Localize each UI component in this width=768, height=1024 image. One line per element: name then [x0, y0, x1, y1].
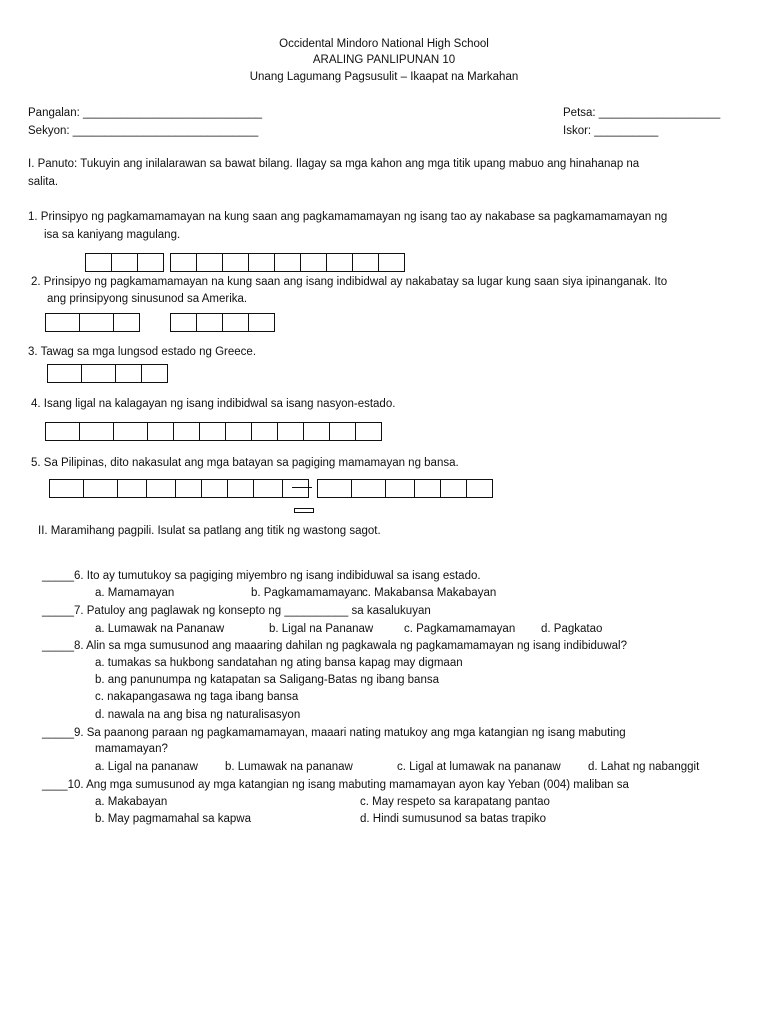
question-9-cont: mamamayan?	[95, 743, 168, 755]
letter-box[interactable]	[117, 479, 147, 498]
letter-box[interactable]	[175, 479, 202, 498]
letter-box[interactable]	[282, 479, 309, 498]
letter-box[interactable]	[45, 422, 80, 441]
date-field[interactable]: Petsa: ___________________	[563, 107, 721, 119]
letter-box[interactable]	[196, 253, 223, 272]
letter-box[interactable]	[248, 313, 275, 332]
letter-box[interactable]	[47, 364, 82, 383]
item-3-box-group[interactable]	[47, 364, 167, 383]
letter-box[interactable]	[147, 422, 174, 441]
item-2-box-group-2[interactable]	[170, 313, 274, 332]
letter-box[interactable]	[251, 422, 278, 441]
q8-option-c: c. nakapangasawa ng taga ibang bansa	[95, 691, 299, 703]
item-5-box-group-1[interactable]	[49, 479, 308, 498]
question-7: _____7. Patuloy ang paglawak ng konsepto ng __________ sa kasalukuyan	[42, 605, 431, 617]
letter-box[interactable]	[170, 313, 197, 332]
school-name: Occidental Mindoro National High School	[279, 38, 489, 50]
letter-box[interactable]	[146, 479, 176, 498]
q10-option-a: a. Makabayan	[95, 796, 168, 808]
letter-box[interactable]	[352, 253, 379, 272]
item-2-text-cont: ang prinsipyong sinusunod sa Amerika.	[47, 293, 248, 305]
letter-box[interactable]	[248, 253, 275, 272]
q7-option-a: a. Lumawak na Pananaw	[95, 623, 225, 635]
letter-box[interactable]	[222, 253, 249, 272]
letter-box[interactable]	[49, 479, 84, 498]
q6-option-a: a. Mamamayan	[95, 587, 175, 599]
question-9: _____9. Sa paanong paraan ng pagkamamamayan, maaari nating matukoy ang mga katangian ng isang mabuting	[42, 727, 626, 739]
letter-box[interactable]	[113, 313, 140, 332]
letter-box[interactable]	[79, 422, 114, 441]
letter-box[interactable]	[201, 479, 228, 498]
q9-option-b: b. Lumawak na pananaw	[225, 761, 353, 773]
letter-box[interactable]	[351, 479, 386, 498]
name-field[interactable]: Pangalan: ____________________________	[28, 107, 263, 119]
q10-option-d: d. Hindi sumusunod sa batas trapiko	[360, 813, 547, 825]
letter-box[interactable]	[317, 479, 352, 498]
letter-box[interactable]	[173, 422, 200, 441]
item-1-box-group-1[interactable]	[85, 253, 163, 272]
part2-instructions: II. Maramihang pagpili. Isulat sa patlang ang titik ng wastong sagot.	[38, 525, 381, 537]
q8-option-d: d. nawala na ang bisa ng naturalisasyon	[95, 709, 301, 721]
letter-box[interactable]	[329, 422, 356, 441]
letter-box[interactable]	[199, 422, 226, 441]
letter-box[interactable]	[113, 422, 148, 441]
part1-instructions-cont: salita.	[28, 176, 59, 188]
q8-option-b: b. ang panunumpa ng katapatan sa Saligang-Batas ng ibang bansa	[95, 674, 439, 686]
letter-box[interactable]	[300, 253, 327, 272]
item-2-text: 2. Prinsipyo ng pagkamamamayan na kung saan ang isang indibidwal ay nakabatay sa lugar kung saan siya ipinanganak. Ito	[31, 276, 668, 288]
q9-option-a: a. Ligal na pananaw	[95, 761, 198, 773]
letter-box[interactable]	[277, 422, 304, 441]
letter-box[interactable]	[79, 313, 114, 332]
hyphen-separator	[292, 487, 312, 488]
question-6: _____6. Ito ay tumutukoy sa pagiging miyembro ng isang indibiduwal sa isang estado.	[42, 570, 481, 582]
letter-box[interactable]	[227, 479, 254, 498]
item-3-text: 3. Tawag sa mga lungsod estado ng Greece.	[28, 346, 257, 358]
letter-box[interactable]	[170, 253, 197, 272]
letter-box[interactable]	[274, 253, 301, 272]
subject-title: ARALING PANLIPUNAN 10	[312, 54, 456, 66]
q10-option-c: c. May respeto sa karapatang pantao	[360, 796, 550, 808]
question-10: ____10. Ang mga sumusunod ay mga katangian ng isang mabuting mamamayan ayon kay Yeban (004) maliban sa	[42, 779, 629, 791]
letter-box[interactable]	[141, 364, 168, 383]
letter-box[interactable]	[225, 422, 252, 441]
small-hyphen-box[interactable]	[294, 508, 314, 513]
item-2-box-group-1[interactable]	[45, 313, 139, 332]
letter-box[interactable]	[466, 479, 493, 498]
item-4-box-group[interactable]	[45, 422, 381, 441]
item-5-text: 5. Sa Pilipinas, dito nakasulat ang mga batayan sa pagiging mamamayan ng bansa.	[31, 457, 459, 469]
letter-box[interactable]	[440, 479, 467, 498]
letter-box[interactable]	[196, 313, 223, 332]
item-5-box-group-2[interactable]	[317, 479, 492, 498]
letter-box[interactable]	[303, 422, 330, 441]
item-1-text: 1. Prinsipyo ng pagkamamamayan na kung saan ang pagkamamamayan ng isang tao ay nakabase sa pagkamamamayan ng	[28, 211, 668, 223]
q9-option-d: d. Lahat ng nabanggit	[588, 761, 700, 773]
letter-box[interactable]	[326, 253, 353, 272]
score-field[interactable]: Iskor: __________	[563, 125, 659, 137]
item-1-text-cont: isa sa kaniyang magulang.	[44, 229, 181, 241]
q10-option-b: b. May pagmamahal sa kapwa	[95, 813, 251, 825]
q6-option-c: c. Makabansa Makabayan	[362, 587, 497, 599]
item-4-text: 4. Isang ligal na kalagayan ng isang indibidwal sa isang nasyon-estado.	[31, 398, 396, 410]
letter-box[interactable]	[111, 253, 138, 272]
q7-option-d: d. Pagkatao	[541, 623, 603, 635]
letter-box[interactable]	[355, 422, 382, 441]
letter-box[interactable]	[385, 479, 415, 498]
q9-option-c: c. Ligal at lumawak na pananaw	[397, 761, 561, 773]
item-1-box-group-2[interactable]	[170, 253, 404, 272]
letter-box[interactable]	[81, 364, 116, 383]
part1-instructions: I. Panuto: Tukuyin ang inilalarawan sa bawat bilang. Ilagay sa mga kahon ang mga titik upang mabuo ang hinahanap na	[28, 158, 640, 170]
letter-box[interactable]	[45, 313, 80, 332]
letter-box[interactable]	[378, 253, 405, 272]
letter-box[interactable]	[222, 313, 249, 332]
q8-option-a: a. tumakas sa hukbong sandatahan ng ating bansa kapag may digmaan	[95, 657, 463, 669]
letter-box[interactable]	[253, 479, 283, 498]
letter-box[interactable]	[85, 253, 112, 272]
letter-box[interactable]	[115, 364, 142, 383]
exam-title: Unang Lagumang Pagsusulit – Ikaapat na Markahan	[249, 71, 519, 83]
q7-option-b: b. Ligal na Pananaw	[269, 623, 374, 635]
letter-box[interactable]	[414, 479, 441, 498]
section-field[interactable]: Sekyon: _____________________________	[28, 125, 259, 137]
letter-box[interactable]	[83, 479, 118, 498]
letter-box[interactable]	[137, 253, 164, 272]
q6-option-b: b. Pagkamamamayan	[251, 587, 363, 599]
q7-option-c: c. Pagkamamamayan	[404, 623, 516, 635]
question-8: _____8. Alin sa mga sumusunod ang maaaring dahilan ng pagkawala ng pagkamamamayan ng isang indibiduwal?	[42, 640, 627, 652]
